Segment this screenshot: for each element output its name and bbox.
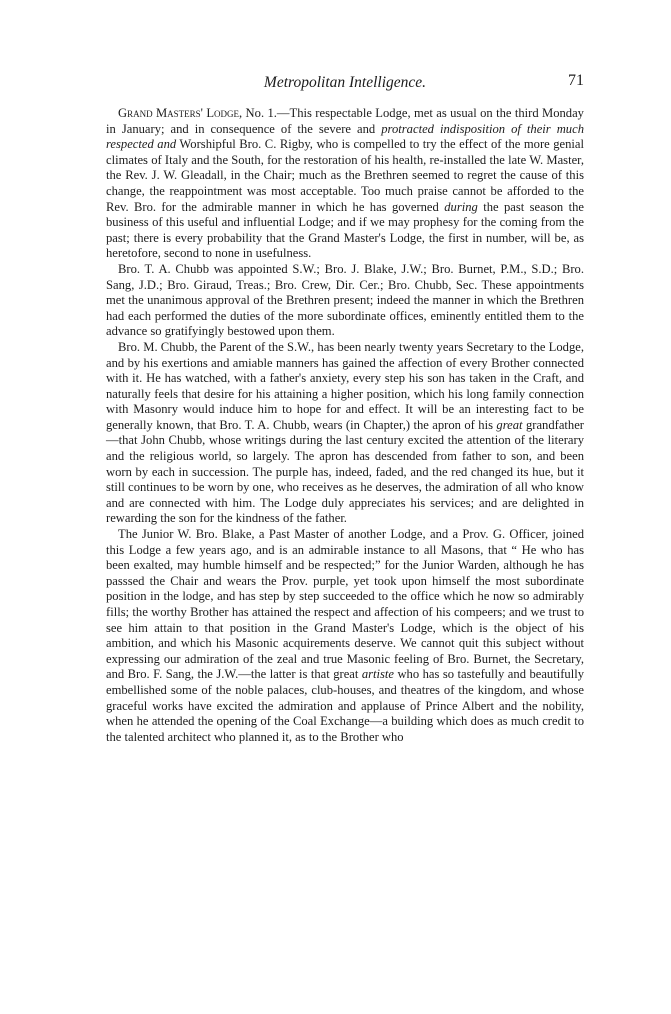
paragraph-lead: Grand Masters' Lodge, bbox=[118, 106, 243, 120]
paragraph bbox=[106, 262, 584, 340]
italic-text: during bbox=[444, 199, 478, 214]
document-page bbox=[106, 72, 584, 745]
italic-text: protracted indisposition of their much respected and bbox=[106, 121, 584, 152]
text-run: who has so tastefully and beautifully embellished some of the noble palaces, club-houses, and theatres of the kingdom, and whose graceful works have excited the admiration and applause of Prince Albert and the nobility, when he attended the opening of the Coal Exchange—a building which does as much credit to the talented architect who planned it, as to the Brother who bbox=[106, 667, 584, 744]
text-run: the past season the business of this useful and influential Lodge; and if we may prophesy for the coming from the past; there is every probability that the Grand Master's Lodge, the first in number, will be, as heretofore, second to none in usefulness. bbox=[106, 199, 584, 261]
text-run: The Junior W. Bro. Blake, a Past Master of another Lodge, and a Prov. G. Officer, joined this Lodge a few years ago, and is an admirable instance to all Masons, that “ He who has been exalted, may humble himself and be respected;” for the Junior Warden, although he has passsed the Chair and wears the Prov. purple, yet took upon himself the most subordinate position in the lodge, and has step by step succeeded to the office which he now so admirably fills; the worthy Brother has attained the respect and affection of his compeers; and we trust to see him attain to that position in the Grand Master's Lodge, which is the object of his ambition, and which his Masonic acquirements deserve. We cannot quit this subject without expressing our admiration of the zeal and true Masonic feeling of Bro. Burnet, the Secretary, and Bro. F. Sang, the J.W.—the latter is that great bbox=[106, 527, 584, 682]
article-body bbox=[106, 106, 584, 745]
text-run: No. 1.—This respectable Lodge, met as usual on the third Monday in January; and in consequence of the severe and bbox=[106, 106, 584, 136]
text-run: grandfather—that John Chubb, whose writings during the last century excited the attention of the literary and the religious world, so largely. The apron has descended from father to son, and been worn by each in succession. The purple has, indeed, faded, and the red changed its hue, but it still continues to be worn by one, who receives as he deserves, the admiration of all who know and are connected with him. The Lodge duly appreciates his services; and are delighted in rewarding the son for the kindness of the father. bbox=[106, 417, 584, 526]
paragraph bbox=[106, 106, 584, 262]
paragraph bbox=[106, 527, 584, 745]
italic-text: great bbox=[496, 417, 523, 432]
text-run: Bro. M. Chubb, the Parent of the S.W., has been nearly twenty years Secretary to the Lodge, and by his exertions and amiable manners has gained the affection of every Brother connected with it. He has watched, with a father's anxiety, every step his son has taken in the Craft, and naturally feels that desire for his attaining a higher position, which his long family connection with Masonry would induce him to hope for and effect. It will be an interesting fact to be generally known, that Bro. T. A. Chubb, wears (in Chapter,) the apron of his bbox=[106, 339, 584, 432]
text-run: Bro. T. A. Chubb was appointed S.W.; Bro. J. Blake, J.W.; Bro. Burnet, P.M., S.D.; Bro. Sang, J.D.; Bro. Giraud, Treas.; Bro. Crew, Dir. Cer.; Bro. Chubb, Sec. These appointments met the unanimous approval of the Brethren present; indeed the manner in which the Brethren had each performed the duties of the more subordinate offices, eminently entitled them to the advance so gratifyingly bestowed upon them. bbox=[106, 261, 584, 339]
running-head bbox=[106, 72, 584, 98]
text-run: Worshipful Bro. C. Rigby, who is compelled to try the effect of the more genial climates of Italy and the South, for the restoration of his health, re-installed the late W. Master, the Rev. J. W. Gleadall, in the Chair; much as the Brethren seemed to regret the cause of this change, the reappointment was most acceptable. Too much praise cannot be afforded to the Rev. Bro. for the admirable manner in which he has governed bbox=[106, 137, 584, 214]
paragraph bbox=[106, 340, 584, 527]
running-title: Metropolitan Intelligence. bbox=[263, 74, 427, 91]
italic-text: artiste bbox=[361, 667, 395, 682]
page-number: 71 bbox=[568, 72, 584, 89]
